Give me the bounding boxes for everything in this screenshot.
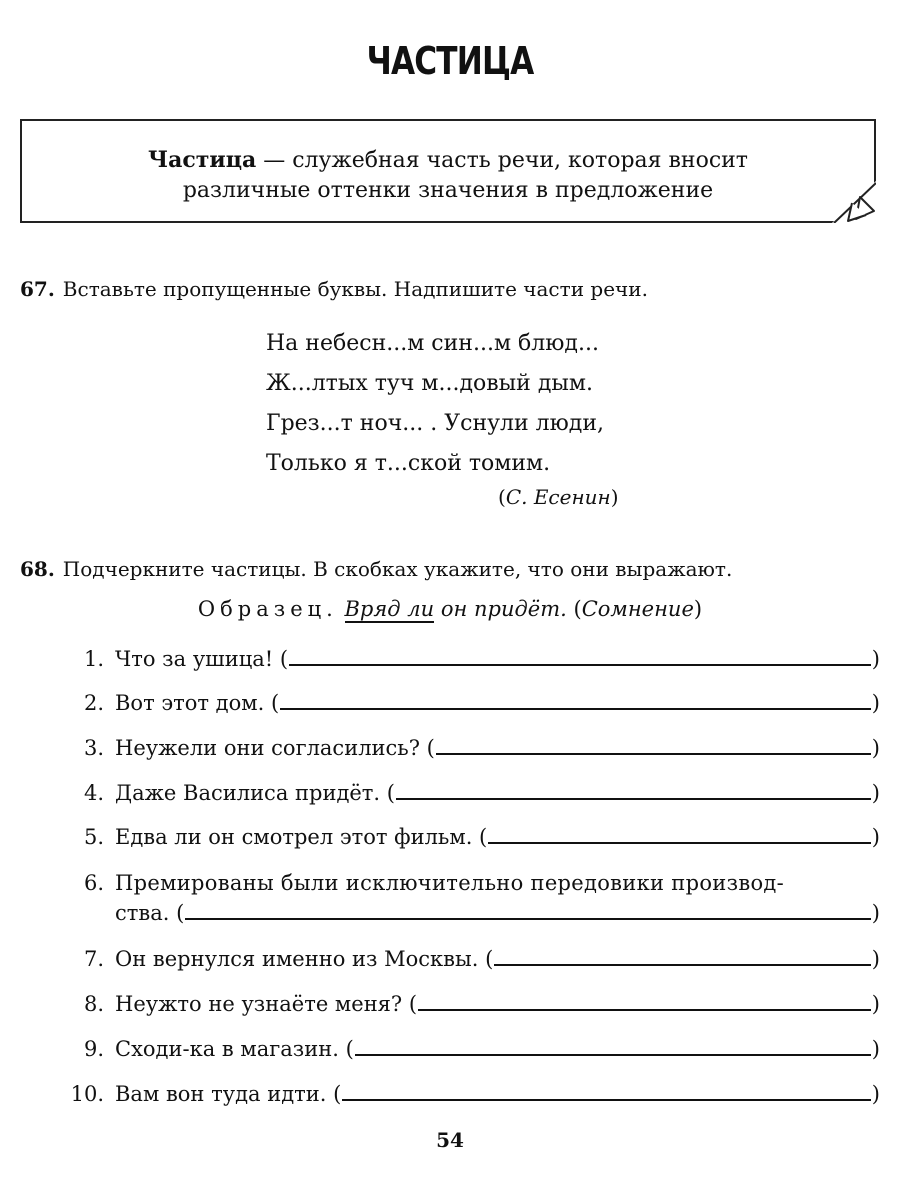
poem bbox=[266, 324, 604, 484]
task-number: 67. bbox=[20, 277, 55, 301]
sample-underlined-particle: Вряд ли bbox=[344, 597, 435, 621]
list-item: 10. Вам вон туда идти. ( ) bbox=[0, 1077, 900, 1111]
definition-line1: — служебная часть речи, которая вносит bbox=[256, 148, 748, 173]
poem-line: На небесн...м син...м блюд... bbox=[266, 331, 599, 356]
list-item: 3. Неужели они согласились? ( ) bbox=[0, 731, 900, 765]
definition-term: Частица bbox=[148, 147, 257, 173]
poem-line: Только я т...ской томим. bbox=[266, 451, 551, 476]
task-number: 68. bbox=[20, 557, 55, 581]
definition-line2: различные оттенки значения в предложение bbox=[182, 178, 714, 203]
task-instruction: Подчеркните частицы. В скобках укажите, что они выражают. bbox=[62, 557, 733, 581]
page-title: ЧАСТИЦА bbox=[366, 39, 534, 83]
answer-blank[interactable] bbox=[289, 642, 871, 666]
answer-blank[interactable] bbox=[280, 686, 871, 710]
definition-box bbox=[20, 119, 876, 223]
poem-author: (С. Есенин) bbox=[498, 485, 619, 509]
page-curl-icon bbox=[832, 181, 876, 223]
answer-blank[interactable] bbox=[418, 987, 871, 1011]
sample-sentence: он придёт. bbox=[434, 597, 567, 621]
poem-line: Ж...лтых туч м...довый дым. bbox=[266, 371, 594, 396]
answer-blank[interactable] bbox=[488, 820, 871, 844]
answer-blank[interactable] bbox=[342, 1077, 871, 1101]
page-number: 54 bbox=[436, 1128, 464, 1152]
sample-answer: Сомнение bbox=[581, 597, 694, 621]
task-instruction: Вставьте пропущенные буквы. Надпишите части речи. bbox=[62, 277, 648, 301]
list-item: 1. Что за ушица! ( ) bbox=[0, 642, 900, 676]
answer-blank[interactable] bbox=[494, 942, 871, 966]
poem-line: Грез...т ноч... . Уснули люди, bbox=[266, 411, 605, 436]
list-item: 6. Премированы были исключительно передовики производ- ства. ( ) bbox=[83, 871, 880, 925]
task-68-instruction bbox=[20, 555, 732, 583]
list-item: 4. Даже Василиса придёт. ( ) bbox=[0, 776, 900, 810]
answer-blank[interactable] bbox=[355, 1032, 871, 1056]
list-item: 7. Он вернулся именно из Москвы. ( ) bbox=[0, 942, 900, 976]
answer-blank[interactable] bbox=[185, 896, 871, 920]
task-67-instruction bbox=[20, 275, 648, 303]
answer-blank[interactable] bbox=[436, 731, 871, 755]
sample-line: Образец. Вряд ли он придёт. (Сомнение) bbox=[197, 597, 703, 621]
definition-text bbox=[22, 145, 874, 206]
list-item: 8. Неужто не узнаёте меня? ( ) bbox=[0, 987, 900, 1021]
list-item: 2. Вот этот дом. ( ) bbox=[0, 686, 900, 720]
list-item: 5. Едва ли он смотрел этот фильм. ( ) bbox=[0, 820, 900, 854]
answer-blank[interactable] bbox=[396, 776, 871, 800]
sample-label: Образец. bbox=[197, 597, 338, 621]
list-item: 9. Сходи-ка в магазин. ( ) bbox=[0, 1032, 900, 1066]
